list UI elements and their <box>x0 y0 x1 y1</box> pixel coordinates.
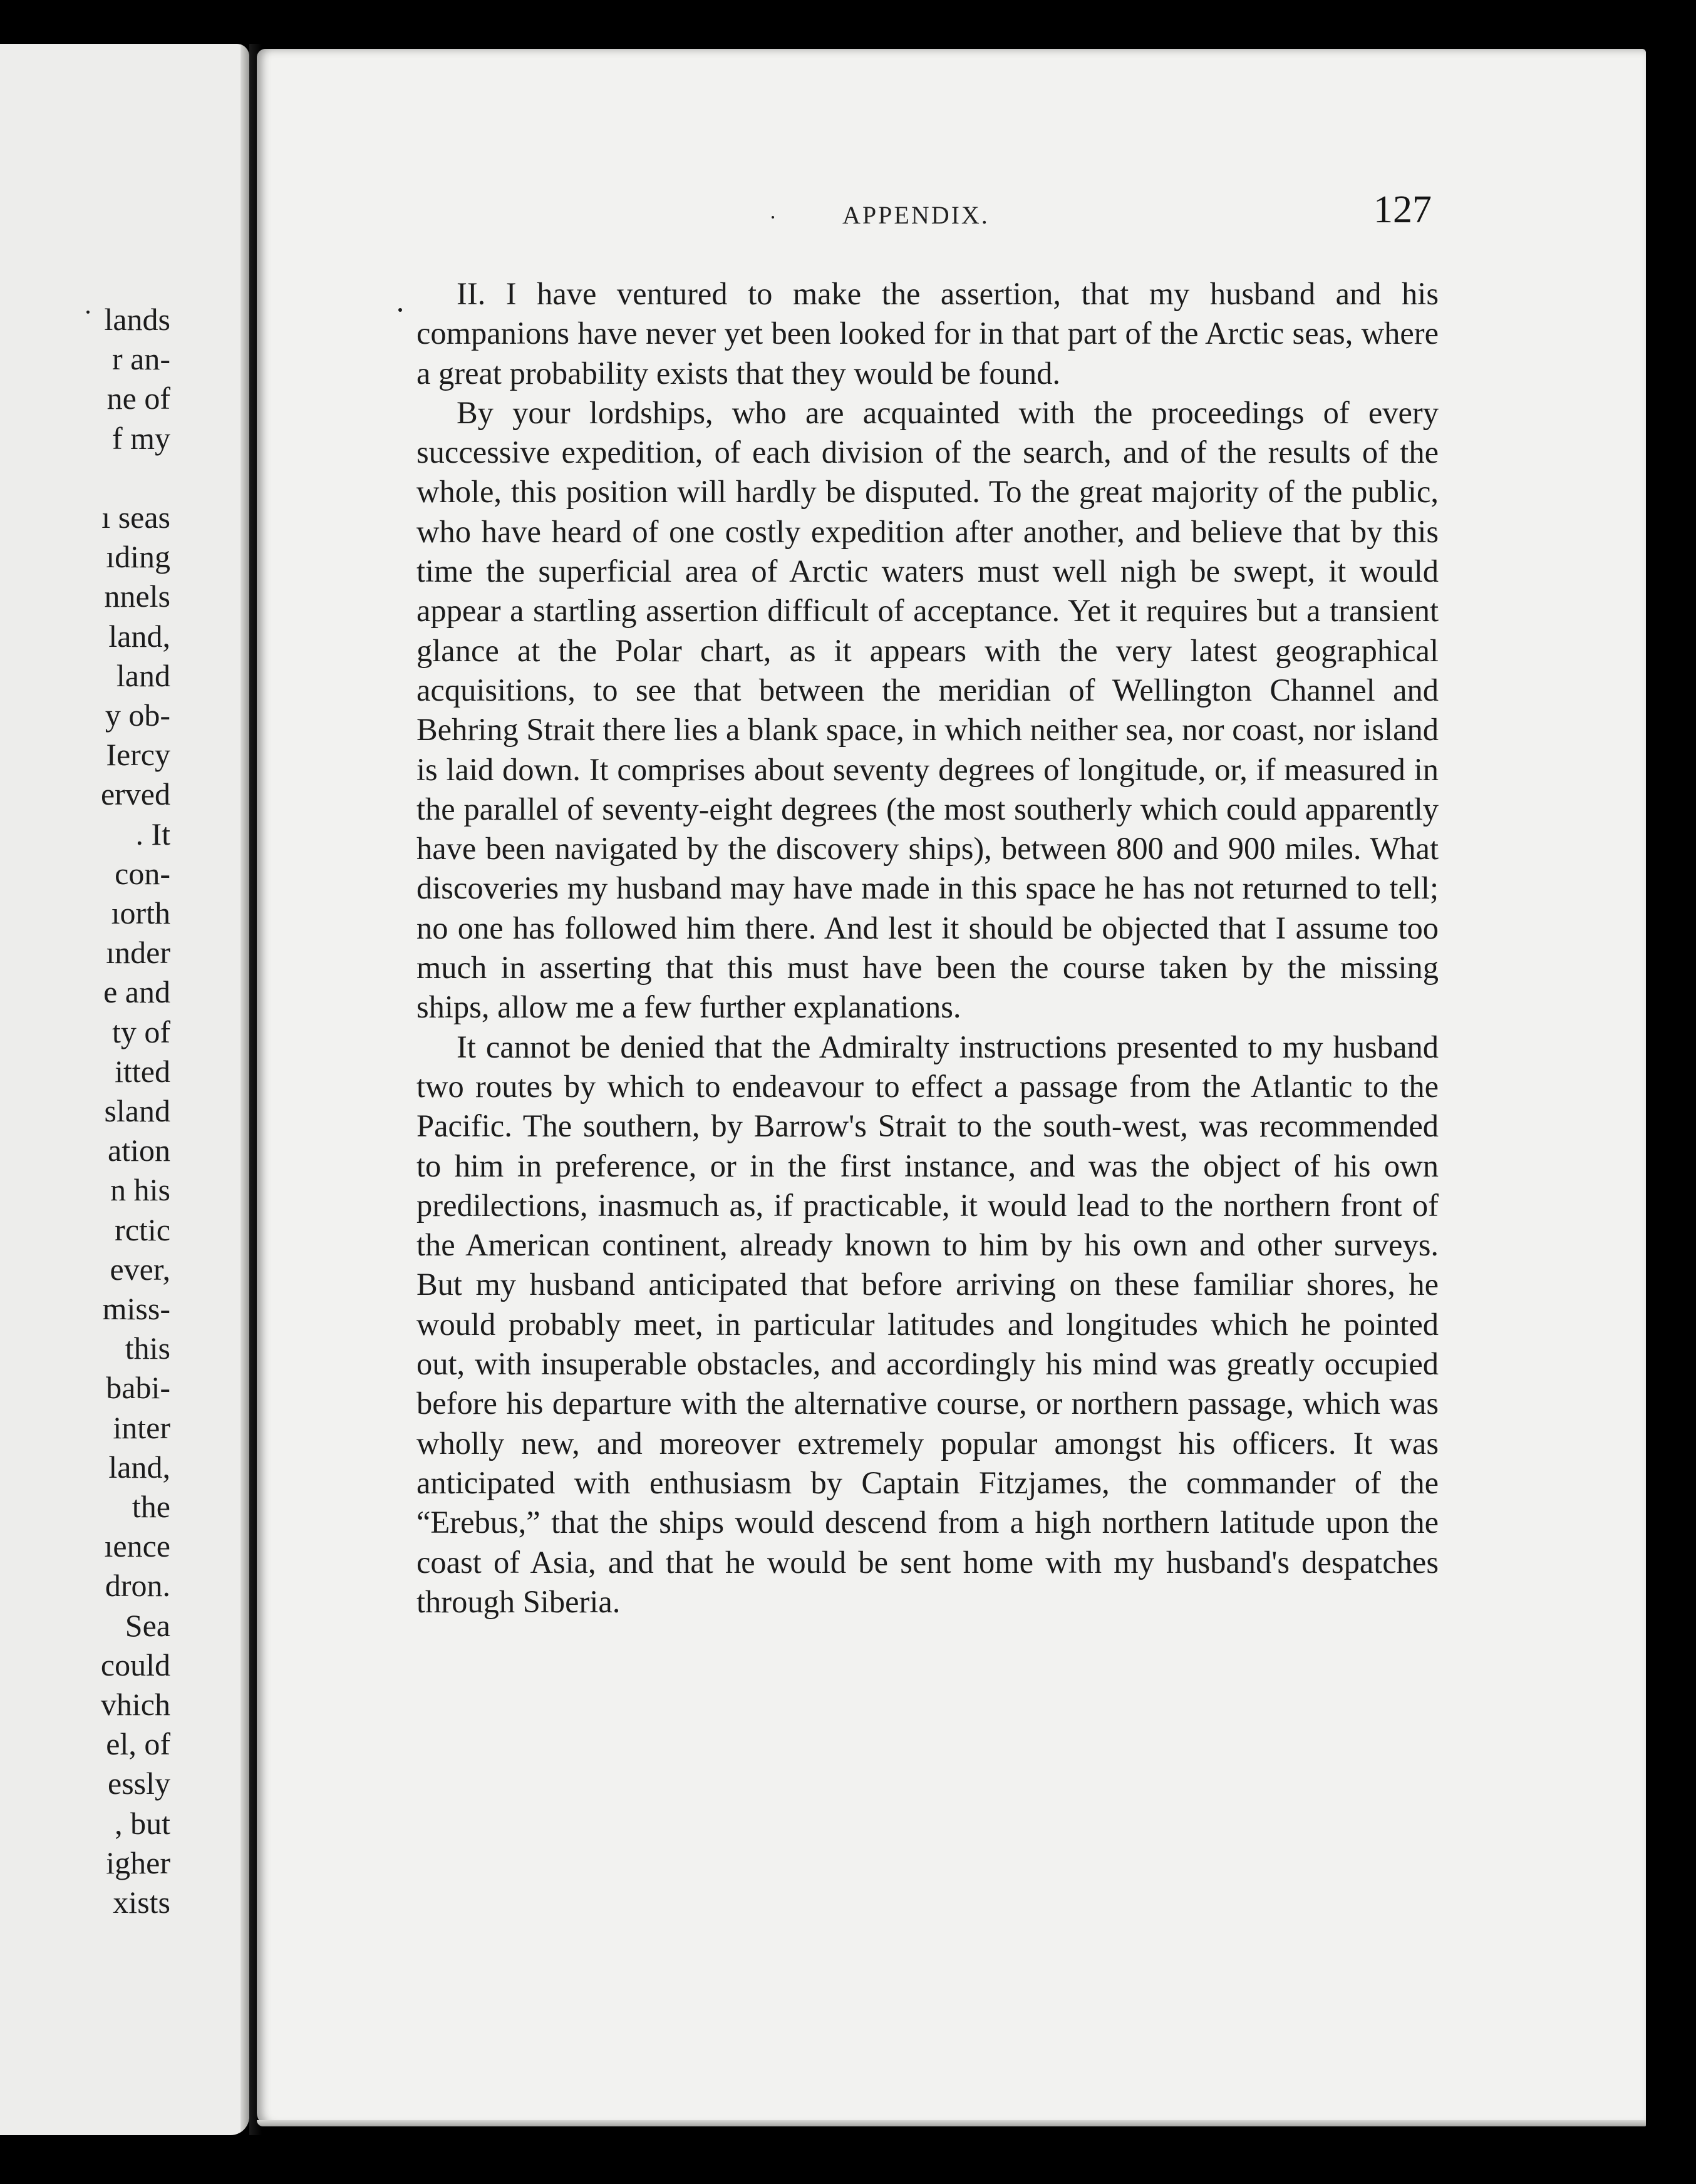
left-page-line-fragment: y ob- <box>105 698 170 733</box>
left-page-line-fragment: ne of <box>106 381 170 416</box>
left-page-gutter <box>240 44 249 2135</box>
left-page-line-fragment: Iercy <box>106 737 170 773</box>
paragraph-2: By your lordships, who are acquainted with the proceedings of every successive expedition, of each division of the search, and of the results of the whole, this position will hardly be disputed. To the great majority of the public, who have heard of one costly expedition after another, and believe that by this time the superficial area of Arctic waters must well nigh be swept, it would appear a startling assertion difficult of acceptance. Yet it requires but a transient glance at the Polar chart, as it appears with the very latest geographical acquisitions, to see that between the meridian of Wellington Channel and Behring Strait there lies a blank space, in which neither sea, nor coast, nor island is laid down. It comprises about seventy degrees of longitude, or, if measured in the parallel of seventy-eight degrees (the most southerly which could apparently have been navigated by the discovery ships), between 800 and 900 miles. What discoveries my husband may have made in this space he has not returned to tell; no one has followed him there. And lest it should be objected that I assume too much in asserting that this must have been the course taken by the missing ships, allow me a few further explanations. <box>416 394 1439 1025</box>
left-page-line-fragment: xists <box>113 1885 170 1920</box>
left-page-line-fragment: . It <box>135 816 170 852</box>
print-speck <box>398 308 402 312</box>
body-text <box>416 274 1439 1622</box>
left-page-line-fragment: ınder <box>106 935 170 971</box>
left-page-line-fragment: land, <box>108 618 170 654</box>
left-page-line-fragment: ever, <box>110 1251 170 1287</box>
left-page-line-fragment: e and <box>103 974 170 1010</box>
left-page-line-fragment: ı seas <box>101 500 170 535</box>
left-page-line-fragment: con- <box>115 855 170 891</box>
left-page-line-fragment: rctic <box>115 1212 170 1247</box>
left-page-line-fragment: ıence <box>104 1528 170 1564</box>
left-page-line-fragment: , but <box>115 1805 170 1841</box>
left-page-line-fragment: igher <box>106 1845 170 1880</box>
left-page-line-fragment: this <box>125 1331 170 1366</box>
left-page-line-fragment: essly <box>108 1766 170 1801</box>
left-page-line-fragment: lands <box>104 302 170 337</box>
left-page-line-fragment: babi- <box>106 1370 170 1406</box>
left-page-line-fragment: f my <box>111 420 170 456</box>
paragraph-1: II. I have ventured to make the assertion, that my husband and his companions have never yet been looked for in that part of the Arctic seas, where a great probability exists that they would be found. <box>416 276 1439 391</box>
left-page-line-fragment: inter <box>113 1409 170 1445</box>
print-speck <box>772 216 774 219</box>
page-number: 127 <box>1373 188 1432 231</box>
left-page <box>0 44 249 2135</box>
left-page-line-fragment: ıorth <box>111 895 170 930</box>
left-page-line-fragment: miss- <box>102 1291 170 1326</box>
left-page-line-fragment: el, of <box>106 1726 170 1762</box>
left-page-line-fragment: sland <box>104 1093 170 1128</box>
left-page-line-fragment: ty of <box>111 1014 170 1049</box>
left-page-line-fragment: dron. <box>105 1568 170 1604</box>
left-page-line-fragment: Sea <box>125 1607 170 1643</box>
paragraph-3: It cannot be denied that the Admiralty instructions presented to my husband two routes by which to endeavour to effect a passage from the Atlantic to the Pacific. The southern, by Barrow's Strait to the south-west, was recommended to him in preference, or in the first instance, and was the object of his own predilections, inasmuch as, if practicable, it would lead to the northern front of the American continent, already known to him by his own and other surveys. But my husband anticipated that before arriving on these familiar shores, he would probably meet, in particular latitudes and longitudes which he pointed out, with insuperable obstacles, and accordingly his mind was greatly occupied before his departure with the alternative course, or northern passage, which was wholly new, and moreover extremely popular amongst his officers. It was anticipated with enthusiasm by Captain Fitzjames, the commander of the “Erebus,” that the ships would descend from a high northern latitude upon the coast of Asia, and that he would be sent home with my husband's despatches through Siberia. <box>416 1029 1439 1619</box>
left-page-line-fragment: ıding <box>106 539 170 575</box>
left-page-line-fragment: n his <box>110 1172 170 1208</box>
left-page-line-fragment: erved <box>100 776 170 812</box>
left-page-line-fragment: itted <box>115 1053 170 1089</box>
print-speck <box>86 311 90 314</box>
left-page-line-fragment: land <box>116 657 170 693</box>
right-page-edge <box>257 2120 1646 2126</box>
left-page-line-fragment: ation <box>108 1133 170 1168</box>
running-head: APPENDIX. <box>842 201 990 229</box>
left-page-line-fragment: nnels <box>104 579 170 614</box>
left-page-line-fragment: could <box>100 1647 170 1682</box>
left-page-line-fragment: the <box>132 1489 170 1524</box>
left-page-line-fragment: vhich <box>100 1687 170 1722</box>
left-page-line-fragment: r an- <box>112 341 170 377</box>
left-page-line-fragment: land, <box>108 1449 170 1485</box>
